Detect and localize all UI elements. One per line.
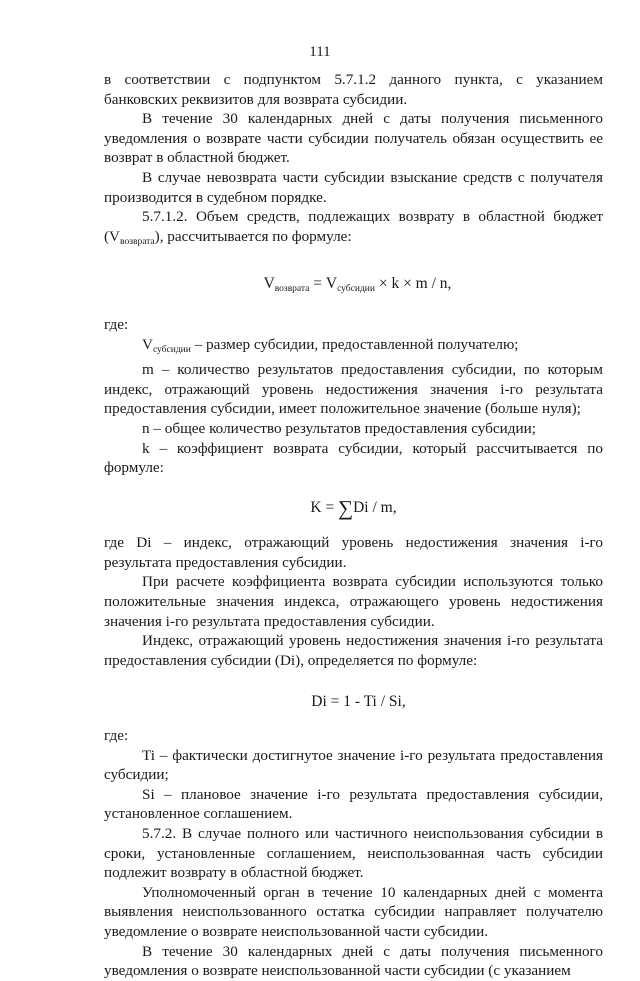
formula-k (104, 495, 603, 520)
formula1-v1: V (263, 275, 275, 293)
p4-text: 5.7.1.2. Объем средств, подлежащих возврату в областной бюджет (V (104, 208, 603, 245)
paragraph-positive-values: При расчете коэффициента возврата субсидии используются только положительные значения индекса, отражающего уровень недостижения значения i-го результата предоставления субсидии. (104, 573, 603, 630)
definition-v-subsidy (104, 335, 603, 361)
p4-subscript: возврата (120, 236, 155, 247)
def-v-subscript: субсидии (152, 344, 191, 355)
definition-n: n – общее количество результатов предоставления субсидии; (142, 419, 536, 437)
p4-tail: ), рассчитывается по формуле: (154, 227, 352, 245)
formula-v-return (104, 274, 603, 300)
paragraph-bank-details: в соответствии с подпунктом 5.7.1.2 данного пункта, с указанием банковских реквизитов для возврата субсидии. (104, 71, 603, 108)
where-label-1: где: (104, 315, 129, 333)
paragraph-30-days-unused: В течение 30 календарных дней с даты получения письменного уведомления о возврате неиспользованной части субсидии (с указанием (104, 942, 603, 980)
paragraph-authorized-body: Уполномоченный орган в течение 10 календарных дней с момента выявления неиспользованного остатка субсидии направляет получателю уведомление о возврате неиспользованной части субсидии. (104, 883, 603, 940)
paragraph-index-di: Индекс, отражающий уровень недостижения значения i-го результата предоставления субсидии (Di), определяется по формуле: (104, 632, 603, 669)
formula2-right: Di / m, (353, 498, 397, 516)
document-body (104, 70, 603, 981)
formula1-v2: V (325, 275, 338, 293)
definition-di: где Di – индекс, отражающий уровень недостижения значения i-го результата предоставления субсидии. (104, 534, 603, 571)
def-v-symbol: V (142, 335, 153, 353)
definition-si: Si – плановое значение i-го результата предоставления субсидии, установленное соглашением. (104, 785, 603, 823)
formula1-rest: × k × m / n, (374, 275, 452, 293)
where-label-2: где: (104, 727, 129, 745)
page-number: 111 (309, 44, 331, 60)
paragraph-5-7-2: 5.7.2. В случае полного или частичного неиспользования субсидии в сроки, установленные соглашением, неиспользованная часть субсидии подлежит возврату в областной бюджет. (104, 825, 603, 882)
formula1-eq: = (309, 275, 326, 293)
definition-k: k – коэффициент возврата субсидии, который рассчитывается по формуле: (104, 439, 603, 477)
formula1-v1-sub: возврата (274, 284, 310, 295)
formula1-v2-sub: субсидии (337, 284, 375, 295)
def-v-text: – размер субсидии, предоставленной получателю; (190, 335, 519, 353)
definition-ti: Ti – фактически достигнутое значение i-го результата предоставления субсидии; (104, 746, 603, 784)
paragraph-court-recovery: В случае невозврата части субсидии взыскание средств с получателя производится в судебном порядке. (104, 168, 603, 206)
formula-di: Di = 1 - Ti / Si, (311, 693, 406, 711)
formula2-left: K = (310, 498, 339, 516)
paragraph-30-days-partial: В течение 30 календарных дней с даты получения письменного уведомления о возврате части субсидии получатель обязан осуществить ее возврат в областной бюджет. (104, 110, 603, 167)
definition-m: m – количество результатов предоставления субсидии, по которым индекс, отражающий уровень недостижения значения i-го результата предоставления субсидии, имеет положительное значение (больше нуля); (104, 361, 603, 418)
paragraph-5-7-1-2 (104, 207, 603, 252)
sum-symbol: ∑ (338, 495, 354, 520)
